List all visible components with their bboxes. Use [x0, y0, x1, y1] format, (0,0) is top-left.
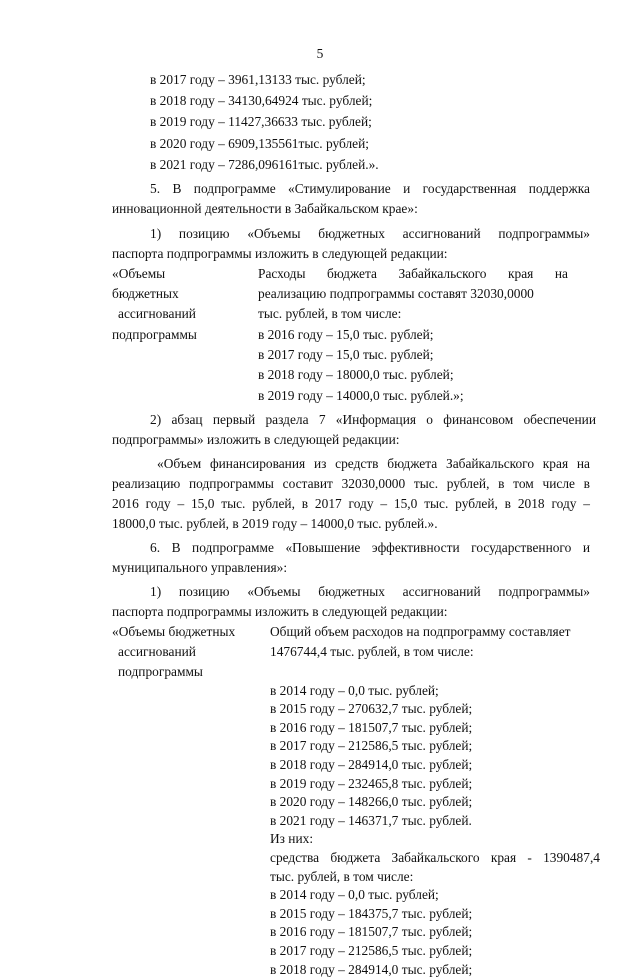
- paragraph-line: 1) позицию «Объемы бюджетных ассигнований подпрограммы»: [150, 226, 590, 241]
- year-line: в 2019 году – 11427,36633 тыс. рублей;: [150, 114, 372, 129]
- table-year-line: в 2018 году – 284914,0 тыс. рублей;: [270, 757, 473, 772]
- regional-year-line: в 2018 году – 284914,0 тыс. рублей;: [270, 961, 473, 977]
- table-right-line: 1476744,4 тыс. рублей, в том числе:: [270, 644, 474, 659]
- heading-line: муниципального управления»:: [112, 560, 288, 575]
- heading-line: инновационной деятельности в Забайкальском крае»:: [112, 201, 418, 216]
- regional-year-line: в 2014 году – 0,0 тыс. рублей;: [270, 887, 439, 903]
- page-number: 5: [316, 46, 324, 61]
- quote-line: 18000,0 тыс. рублей, в 2019 году – 14000,0 тыс. рублей.».: [112, 516, 438, 531]
- table-year-line: в 2021 году – 146371,7 тыс. рублей.: [270, 812, 472, 828]
- table-year-line: в 2014 году – 0,0 тыс. рублей;: [270, 682, 439, 698]
- table-left-line: бюджетных: [112, 286, 179, 301]
- year-line: в 2017 году – 3961,13133 тыс. рублей;: [150, 72, 366, 87]
- table-year-line: в 2015 году – 270632,7 тыс. рублей;: [270, 701, 473, 717]
- table-year-line: в 2019 году – 232465,8 тыс. рублей;: [270, 775, 473, 791]
- heading-line: 6. В подпрограмме «Повышение эффективности государственного и: [150, 540, 590, 555]
- table-left-line: подпрограммы: [118, 664, 203, 679]
- table-year-line: в 2017 году – 212586,5 тыс. рублей;: [270, 738, 473, 754]
- table-left-line: «Объемы: [112, 266, 166, 281]
- quote-line: 2016 году – 15,0 тыс. рублей, в 2017 году – 15,0 тыс. рублей, в 2018 году –: [112, 496, 590, 511]
- table-left-line: ассигнований: [118, 306, 196, 321]
- table-year-line: в 2017 году – 15,0 тыс. рублей;: [258, 347, 434, 362]
- regional-intro-line: средства бюджета Забайкальского края - 1390487,4: [270, 850, 600, 865]
- paragraph-line: 2) абзац первый раздела 7 «Информация о финансовом обеспечении: [150, 412, 596, 427]
- heading-line: 5. В подпрограмме «Стимулирование и государственная поддержка: [150, 181, 590, 196]
- regional-year-line: в 2017 году – 212586,5 тыс. рублей;: [270, 943, 473, 958]
- table-year-line: в 2018 году – 18000,0 тыс. рублей;: [258, 367, 454, 382]
- paragraph-line: 1) позицию «Объемы бюджетных ассигнований подпрограммы»: [150, 584, 590, 599]
- table-year-line: в 2019 году – 14000,0 тыс. рублей.»;: [258, 388, 464, 403]
- table-year-line: в 2016 году – 181507,7 тыс. рублей;: [270, 719, 473, 735]
- year-line: в 2018 году – 34130,64924 тыс. рублей;: [150, 93, 373, 108]
- table-left-line: ассигнований: [118, 644, 196, 659]
- regional-intro-line: тыс. рублей, в том числе:: [270, 868, 414, 884]
- table-left-line: «Объемы бюджетных: [112, 624, 236, 639]
- quote-line: «Объем финансирования из средств бюджета Забайкальского края на: [157, 456, 590, 471]
- paragraph-line: паспорта подпрограммы изложить в следующей редакции:: [112, 604, 448, 619]
- table-year-line: в 2020 году – 148266,0 тыс. рублей;: [270, 794, 473, 810]
- table-right-line: Расходы бюджета Забайкальского края на: [258, 266, 568, 281]
- table-year-line: в 2016 году – 15,0 тыс. рублей;: [258, 327, 434, 342]
- table-right-line: Общий объем расходов на подпрограмму составляет: [270, 624, 571, 639]
- regional-year-line: в 2015 году – 184375,7 тыс. рублей;: [270, 905, 473, 921]
- table-right-line: тыс. рублей, в том числе:: [258, 306, 402, 321]
- table-right-line: реализацию подпрограммы составят 32030,0000: [258, 286, 534, 301]
- year-line: в 2020 году – 6909,135561тыс. рублей;: [150, 136, 369, 151]
- quote-line: реализацию подпрограммы составит 32030,0000 тыс. рублей, в том числе в: [112, 476, 590, 491]
- paragraph-line: подпрограммы» изложить в следующей редакции:: [112, 432, 400, 447]
- regional-year-line: в 2016 году – 181507,7 тыс. рублей;: [270, 924, 473, 940]
- year-line: в 2021 году – 7286,096161тыс. рублей.».: [150, 157, 379, 172]
- of-them-label: Из них:: [270, 831, 314, 847]
- paragraph-line: паспорта подпрограммы изложить в следующей редакции:: [112, 246, 448, 261]
- table-left-line: подпрограммы: [112, 327, 197, 342]
